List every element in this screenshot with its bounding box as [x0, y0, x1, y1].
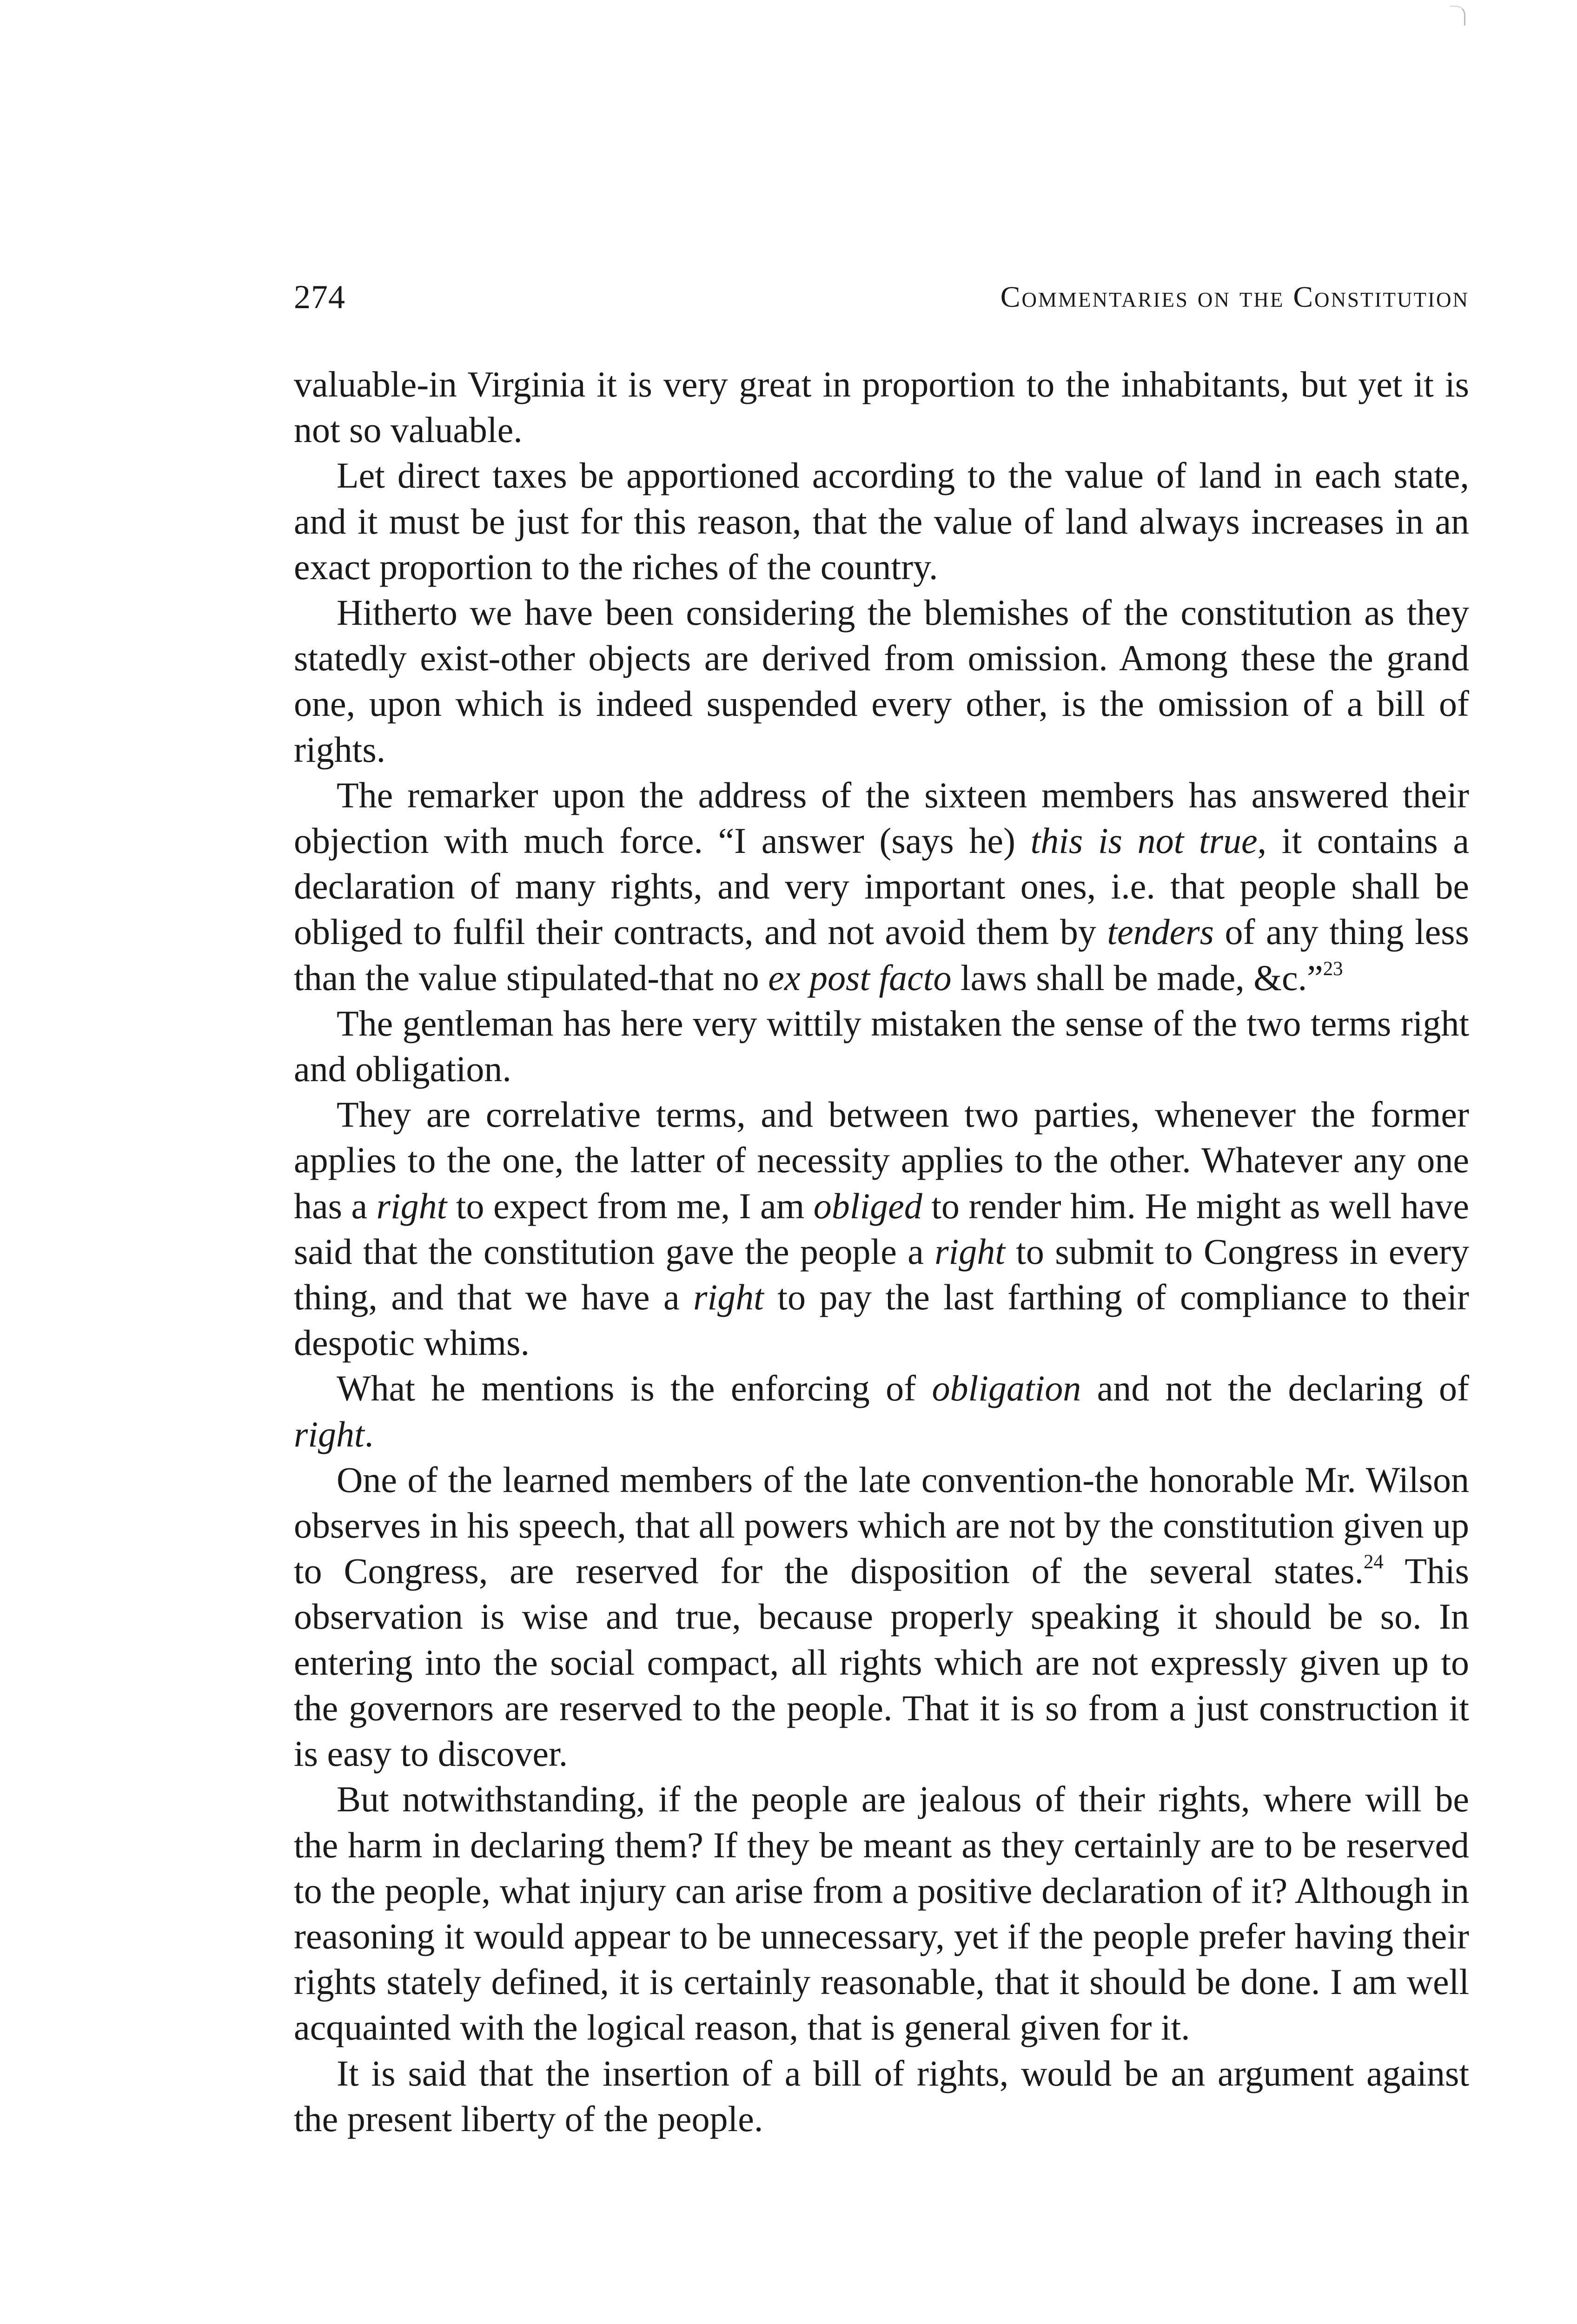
text-run: of any thing less than the value stipulated-that no — [294, 911, 1469, 998]
paragraph-7 — [294, 1366, 1469, 1457]
text-run: Hitherto we have been considering the blemishes of the constitution as they statedly exist-other objects are derived from omission. Among these the grand one, upon which is indeed suspended every other, is the omission of a bill of rights. — [294, 592, 1469, 770]
text-run: But notwithstanding, if the people are jealous of their rights, where will be the harm in declaring them? If they be meant as they certainly are to be reserved to the people, what injury can arise from a positive declaration of it? Although in reasoning it would appear to be unnecessary, yet if the people prefer having their rights stately defined, it is certainly reasonable, that it should be done. I am well acquainted with the logical reason, that is general given for it. — [294, 1779, 1469, 2048]
paragraph-4 — [294, 772, 1469, 1001]
page-number: 274 — [294, 278, 345, 316]
text-run: They are correlative terms, and between two parties, whenever the former applies to the one, the latter of necessity applies to the other. Whatever any one has a — [294, 1094, 1469, 1226]
text-run: and not the declaring of — [1081, 1368, 1470, 1409]
italic-text: ex post facto — [768, 957, 952, 998]
text-run: to render him. He might as well have said that the constitution gave the people a — [294, 1185, 1469, 1272]
text-run: , it contains a declaration of many rights, and very important ones, i.e. that people shall be obliged to fulfil their contracts, and not avoid them by — [294, 820, 1470, 952]
text-run: The gentleman has here very wittily mistaken the sense of the two terms right and obligation. — [294, 1003, 1469, 1089]
text-run: It is said that the insertion of a bill of rights, would be an argument against the present liberty of the people. — [294, 2053, 1469, 2139]
text-run: to expect from me, I am — [447, 1185, 814, 1226]
paragraph-3 — [294, 590, 1469, 772]
italic-text: right — [934, 1231, 1005, 1272]
italic-text: obliged — [813, 1185, 922, 1226]
text-run: The remarker upon the address of the sixteen members has answered their objection with much force. “I answer (says he) — [294, 774, 1469, 861]
italic-text: obligation — [932, 1368, 1081, 1409]
body-text — [294, 362, 1469, 2142]
paragraph-2 — [294, 453, 1469, 590]
italic-text: right — [693, 1277, 764, 1318]
paragraph-6 — [294, 1092, 1469, 1366]
paragraph-10 — [294, 2051, 1469, 2142]
page-edge-mark — [1450, 6, 1465, 26]
paragraph-5 — [294, 1001, 1469, 1092]
italic-text: this is not true — [1030, 820, 1258, 861]
text-run: to pay the last farthing of compliance to their despotic whims. — [294, 1277, 1470, 1363]
text-run: valuable-in Virginia it is very great in proportion to the inhabitants, but yet it is not so valuable. — [294, 364, 1469, 450]
paragraph-8 — [294, 1457, 1469, 1776]
italic-text: tenders — [1107, 911, 1214, 952]
paragraph-9 — [294, 1776, 1469, 2050]
text-run: One of the learned members of the late convention-the honorable Mr. Wilson observes in his speech, that all powers which are not by the constitution given up to Congress, are reserved for the disposition of the several states. — [294, 1459, 1469, 1591]
italic-text: right — [376, 1185, 447, 1226]
italic-text: right — [294, 1413, 364, 1454]
text-run: laws shall be made, &c.” — [951, 957, 1323, 998]
text-run: Let direct taxes be apportioned according to the value of land in each state, and it must be just for this reason, that the value of land always increases in an exact proportion to the riches of the country. — [294, 455, 1469, 587]
text-run: . — [364, 1413, 374, 1454]
running-head: Commentaries on the Constitution — [1000, 280, 1469, 313]
paragraph-1 — [294, 362, 1469, 453]
text-run: What he mentions is the enforcing of — [337, 1368, 932, 1409]
page-header — [294, 271, 1469, 323]
footnote-marker: 23 — [1323, 957, 1343, 980]
text-run: to submit to Congress in every thing, and that we have a — [294, 1231, 1469, 1318]
footnote-marker: 24 — [1363, 1551, 1384, 1573]
text-run: This observation is wise and true, because properly speaking it should be so. In entering into the social compact, all rights which are not expressly given up to the governors are reserved to the people. That it is so from a just construction it is easy to discover. — [294, 1551, 1469, 1774]
